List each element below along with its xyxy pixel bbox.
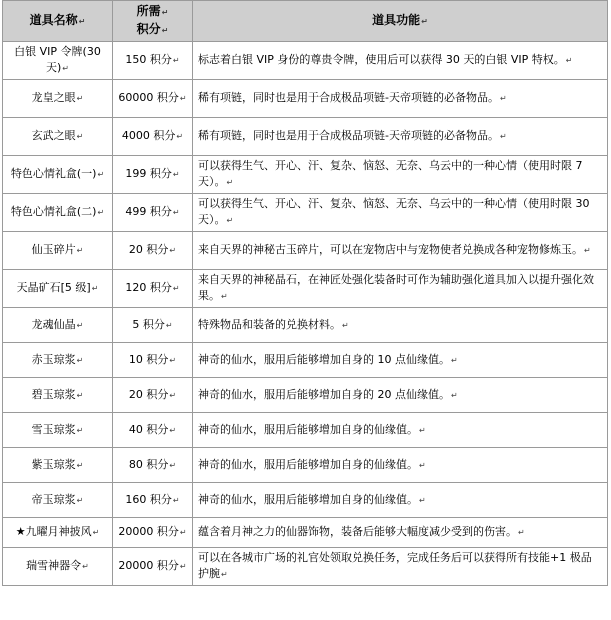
item-function-cell: 可以在各城市广场的礼官处领取兑换任务，完成任务后可以获得所有技能+1 极品护腕↵ bbox=[193, 548, 608, 586]
item-name-cell: 赤玉琼浆↵ bbox=[3, 343, 113, 378]
item-points-cell: 199 积分↵ bbox=[113, 156, 193, 194]
item-points-cell: 120 积分↵ bbox=[113, 270, 193, 308]
item-function-cell: 来自天界的神秘晶石，在神匠处强化装备时可作为辅助强化道具加入以提升强化效果。↵ bbox=[193, 270, 608, 308]
item-name-cell: 雪玉琼浆↵ bbox=[3, 413, 113, 448]
item-name-cell: 龙皇之眼↵ bbox=[3, 80, 113, 118]
item-points-cell: 499 积分↵ bbox=[113, 194, 193, 232]
header-function: 道具功能↵ bbox=[193, 1, 608, 42]
item-function-cell: 蕴含着月神之力的仙器饰物，装备后能够大幅度减少受到的伤害。↵ bbox=[193, 518, 608, 548]
table-row bbox=[3, 156, 608, 194]
item-points-cell: 20 积分↵ bbox=[113, 378, 193, 413]
table-row bbox=[3, 343, 608, 378]
item-name-cell: 白银 VIP 令牌(30天)↵ bbox=[3, 42, 113, 80]
table-row bbox=[3, 232, 608, 270]
item-name-cell: 龙魂仙晶↵ bbox=[3, 308, 113, 343]
table-row bbox=[3, 448, 608, 483]
item-points-cell: 60000 积分↵ bbox=[113, 80, 193, 118]
item-function-cell: 稀有项链，同时也是用于合成极品项链-天帝项链的必备物品。↵ bbox=[193, 80, 608, 118]
item-function-cell: 稀有项链，同时也是用于合成极品项链-天帝项链的必备物品。↵ bbox=[193, 118, 608, 156]
item-name-cell: 瑞雪神器令↵ bbox=[3, 548, 113, 586]
table-row bbox=[3, 118, 608, 156]
item-function-cell: 来自天界的神秘古玉碎片，可以在宠物店中与宠物使者兑换成各种宠物修炼玉。↵ bbox=[193, 232, 608, 270]
table-row bbox=[3, 42, 608, 80]
table-row bbox=[3, 483, 608, 518]
item-name-cell: 帝玉琼浆↵ bbox=[3, 483, 113, 518]
item-name-cell: 玄武之眼↵ bbox=[3, 118, 113, 156]
item-function-cell: 神奇的仙水，服用后能够增加自身的仙缘值。↵ bbox=[193, 448, 608, 483]
item-name-cell: 天晶矿石[5 级]↵ bbox=[3, 270, 113, 308]
item-name-cell: ★九曜月神披风↵ bbox=[3, 518, 113, 548]
table-row bbox=[3, 518, 608, 548]
table-row bbox=[3, 378, 608, 413]
table-row bbox=[3, 194, 608, 232]
item-function-cell: 可以获得生气、开心、汗、复杂、恼怒、无奈、乌云中的一种心情（使用时限 7 天）。↵ bbox=[193, 156, 608, 194]
item-points-cell: 5 积分↵ bbox=[113, 308, 193, 343]
item-name-cell: 紫玉琼浆↵ bbox=[3, 448, 113, 483]
table-row bbox=[3, 270, 608, 308]
table-row bbox=[3, 308, 608, 343]
item-function-cell: 神奇的仙水，服用后能够增加自身的 20 点仙缘值。↵ bbox=[193, 378, 608, 413]
item-points-cell: 40 积分↵ bbox=[113, 413, 193, 448]
item-points-cell: 80 积分↵ bbox=[113, 448, 193, 483]
item-points-cell: 20 积分↵ bbox=[113, 232, 193, 270]
item-function-cell: 神奇的仙水，服用后能够增加自身的仙缘值。↵ bbox=[193, 413, 608, 448]
header-points: 所需↵ 积分↵ bbox=[113, 1, 193, 42]
item-name-cell: 碧玉琼浆↵ bbox=[3, 378, 113, 413]
item-points-cell: 4000 积分↵ bbox=[113, 118, 193, 156]
item-function-cell: 特殊物品和装备的兑换材料。↵ bbox=[193, 308, 608, 343]
item-function-cell: 标志着白银 VIP 身份的尊贵令牌，使用后可以获得 30 天的白银 VIP 特权。↵ bbox=[193, 42, 608, 80]
item-name-cell: 特色心情礼盒(二)↵ bbox=[3, 194, 113, 232]
header-row bbox=[3, 1, 608, 42]
item-points-cell: 10 积分↵ bbox=[113, 343, 193, 378]
item-points-cell: 20000 积分↵ bbox=[113, 548, 193, 586]
table-row bbox=[3, 413, 608, 448]
item-function-cell: 神奇的仙水，服用后能够增加自身的 10 点仙缘值。↵ bbox=[193, 343, 608, 378]
table-row bbox=[3, 80, 608, 118]
item-function-cell: 神奇的仙水，服用后能够增加自身的仙缘值。↵ bbox=[193, 483, 608, 518]
item-name-cell: 特色心情礼盒(一)↵ bbox=[3, 156, 113, 194]
item-points-cell: 160 积分↵ bbox=[113, 483, 193, 518]
table-row bbox=[3, 548, 608, 586]
items-table bbox=[2, 0, 608, 586]
item-points-cell: 20000 积分↵ bbox=[113, 518, 193, 548]
item-name-cell: 仙玉碎片↵ bbox=[3, 232, 113, 270]
header-name: 道具名称↵ bbox=[3, 1, 113, 42]
item-function-cell: 可以获得生气、开心、汗、复杂、恼怒、无奈、乌云中的一种心情（使用时限 30 天）。↵ bbox=[193, 194, 608, 232]
item-points-cell: 150 积分↵ bbox=[113, 42, 193, 80]
